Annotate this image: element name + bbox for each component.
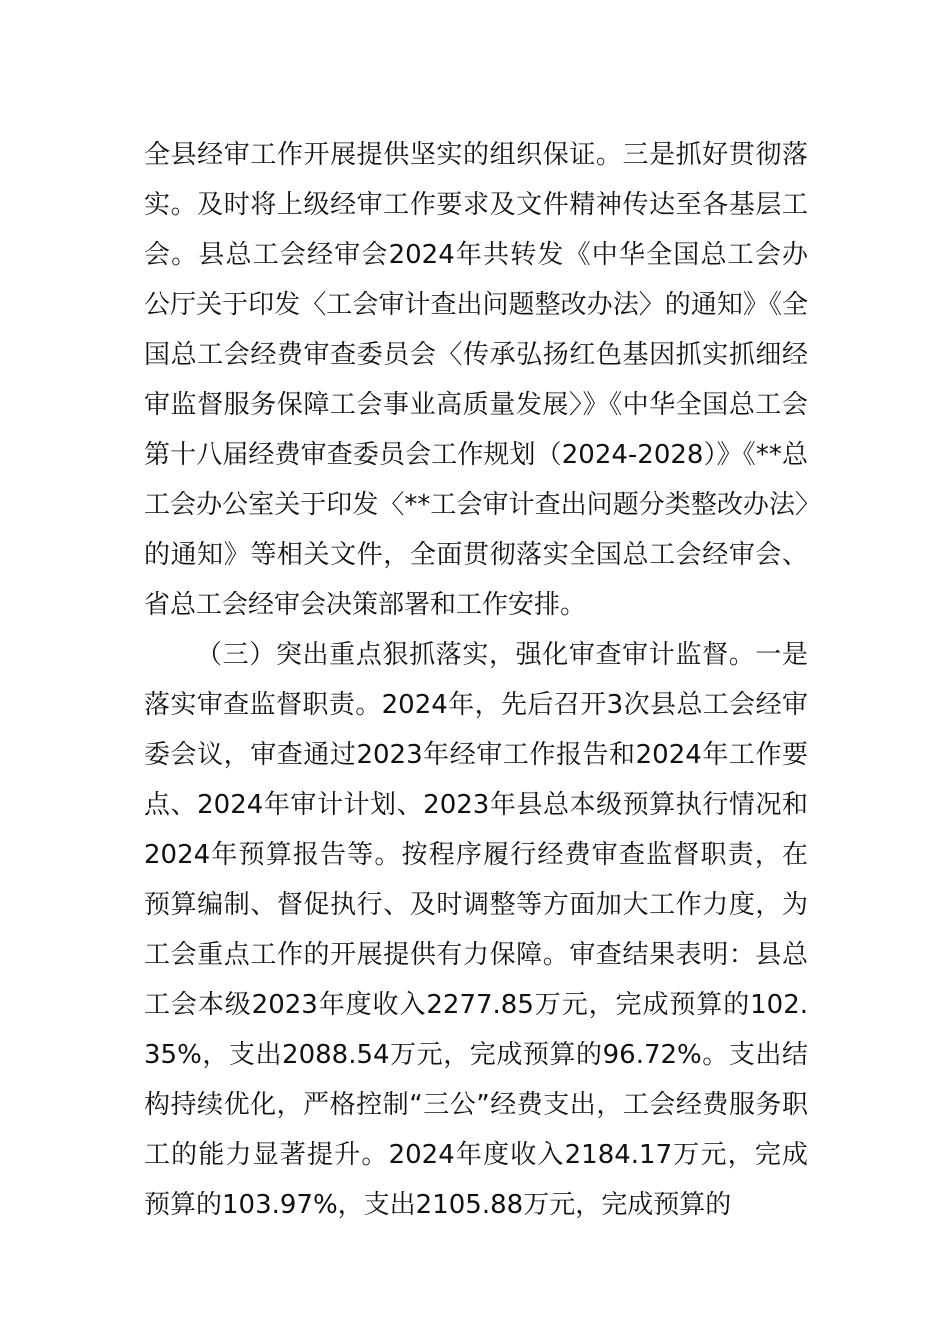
paragraph-continuation: 全县经审工作开展提供坚实的组织保证。三是抓好贯彻落实。及时将上级经审工作要求及文件精神传达至各基层工会。县总工会经审会2024年共转发《中华全国总工会办公厅关于印发〈工会审计查出问题整改办法〉的通知》《全国总工会经费审查委员会〈传承弘扬红色基因抓实抓细经审监督服务保障工会事业高质量发展〉》《中华全国总工会第十八届经费审查委员会工作规划（2024-2028）》《**总工会办公室关于印发〈**工会审计查出问题分类整改办法〉的通知》等相关文件，全面贯彻落实全国总工会经审会、省总工会经审会决策部署和工作安排。 [144,140,808,620]
paragraph-section-three: （三）突出重点狠抓落实，强化审查审计监督。一是落实审查监督职责。2024年，先后召开3次县总工会经审委会议，审查通过2023年经审工作报告和2024年工作要点、2024年审计计划、2023年县总本级预算执行情况和2024年预算报告等。按程序履行经费审查监督职责，在预算编制、督促执行、及时调整等方面加大工作力度，为工会重点工作的开展提供有力保障。审查结果表明：县总工会本级2023年度收入2277.85万元，完成预算的102.35%，支出2088.54万元，完成预算的96.72%。支出结构持续优化，严格控制“三公”经费支出，工会经费服务职工的能力显著提升。2024年度收入2184.17万元，完成预算的103.97%，支出2105.88万元，完成预算的 [144,640,808,1220]
document-body [144,130,808,1230]
